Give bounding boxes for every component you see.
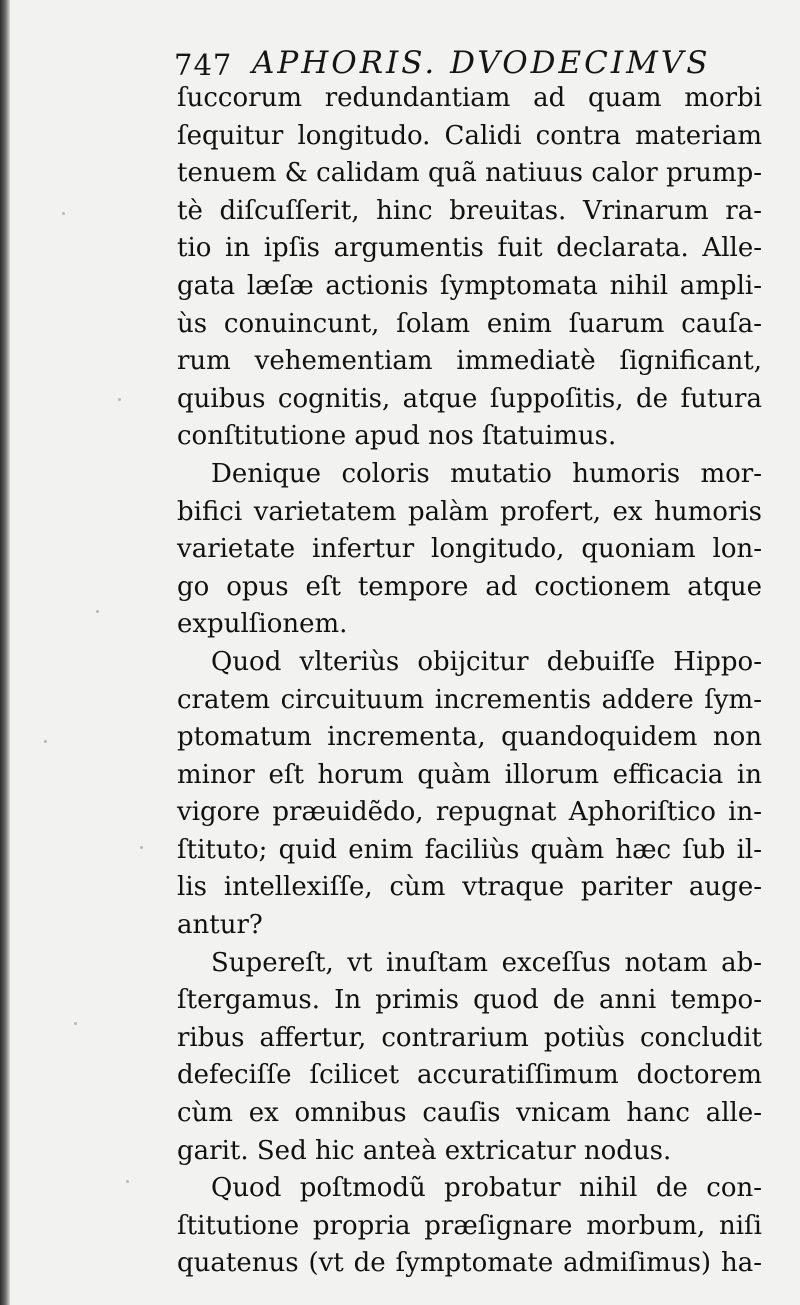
paper-speckle (96, 610, 99, 613)
text-line: gata læſæ actionis ſymptomata nihil ampli- (177, 270, 762, 301)
text-line: minor eſt horum quàm illorum efficacia in (177, 759, 762, 790)
text-line: tè diſcuſſerit, hinc breuitas. Vrinarum ra- (177, 195, 762, 226)
text-line: varietate infertur longitudo, quoniam lon- (177, 534, 762, 565)
text-line: Quod vlteriùs obijcitur debuiſſe Hippo- (211, 646, 762, 677)
paper-speckle (126, 1180, 129, 1183)
paper-speckle (44, 740, 47, 743)
page-number: 747 (174, 48, 233, 82)
page-binding-edge (0, 0, 10, 1305)
paper-speckle (140, 846, 143, 849)
text-line: ùs conuincunt, ſolam enim ſuarum cauſa- (177, 308, 762, 339)
paper-speckle (118, 398, 121, 401)
text-line: ſuccorum redundantiam ad quam morbi (177, 83, 762, 113)
text-line: ptomatum incrementa, quandoquidem non (177, 722, 762, 753)
text-line: ſtergamus. In primis quod de anni tempo- (177, 985, 762, 1016)
text-line: tio in ipſis argumentis fuit declarata. Alle- (177, 233, 762, 264)
text-line: Quod poſtmodũ probatur nihil de con- (211, 1173, 762, 1204)
text-line: vigore præuidẽdo, repugnat Aphoriſtico in- (177, 797, 762, 828)
text-line: bifici varietatem palàm profert, ex humoris (177, 496, 762, 527)
text-line: defeciſſe ſcilicet accuratiſſimum doctorem (177, 1060, 762, 1091)
text-line: Denique coloris mutatio humoris mor- (211, 458, 762, 489)
paper-speckle (74, 1022, 77, 1025)
paper-speckle (62, 212, 65, 215)
text-line: lis intellexiſſe, cùm vtraque pariter auge- (177, 872, 762, 903)
text-line: ſtitutione propria præſignare morbum, niſi (177, 1210, 762, 1241)
text-line: expulſionem. (177, 609, 348, 640)
text-line: garit. Sed hic anteà extricatur nodus. (177, 1135, 672, 1166)
text-line: conſtitutione apud nos ſtatuimus. (177, 421, 617, 452)
text-line: antur? (177, 910, 263, 941)
text-line: go opus eſt tempore ad coctionem atque (177, 571, 762, 602)
text-line: ſequitur longitudo. Calidi contra materiam (177, 120, 762, 151)
text-line: quatenus (vt de ſymptomate admiſimus) ha- (177, 1248, 762, 1279)
text-line: ſtituto; quid enim faciliùs quàm hæc ſub il- (177, 834, 762, 865)
running-title: APHORIS. DVODECIMVS (252, 45, 711, 81)
text-line: cùm ex omnibus cauſis vnicam hanc alle- (177, 1098, 762, 1129)
text-line: rum vehementiam immediatè ſignificant, (177, 346, 762, 377)
text-line: Supereſt, vt inuſtam exceſſus notam ab- (211, 947, 762, 978)
text-line: ribus affertur, contrarium potiùs concludit (177, 1022, 762, 1053)
text-line: quibus cognitis, atque ſuppoſitis, de futura (177, 383, 762, 414)
text-line: tenuem & calidam quã natiuus calor prump- (177, 158, 762, 189)
text-line: cratem circuituum incrementis addere ſym- (177, 684, 762, 715)
body-text (177, 80, 762, 1283)
